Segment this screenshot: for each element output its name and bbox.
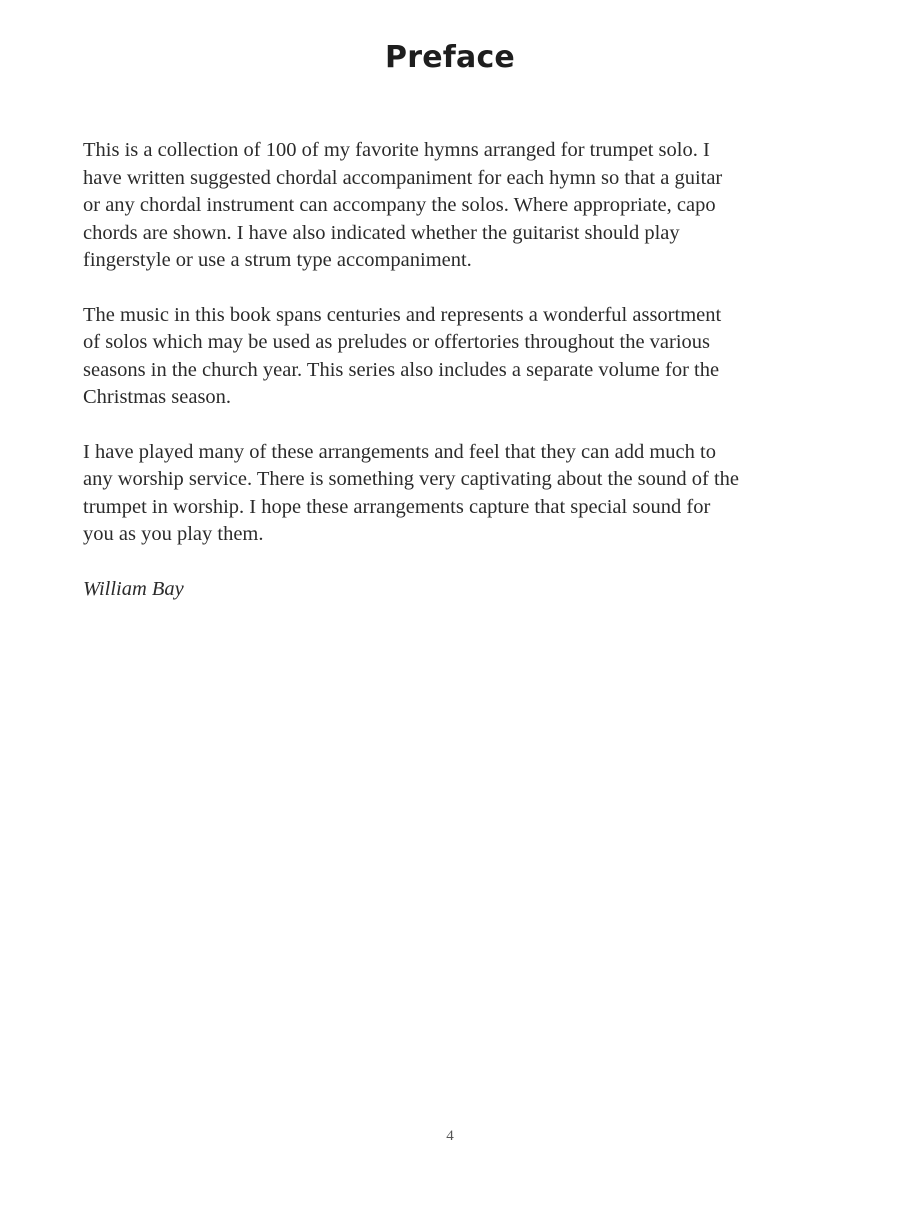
text-line: Christmas season. [83,386,232,408]
page-number: 4 [446,1128,454,1144]
text-line: seasons in the church year. This series also includes a separate volume for the [83,358,720,381]
text-line: or any chordal instrument can accompany the solos. Where appropriate, capo [83,194,716,216]
text-line: chords are shown. I have also indicated whether the guitarist should play [83,221,680,244]
text-line: of solos which may be used as preludes or offertories throughout the various [83,331,711,353]
text-line: you as you play them. [83,523,264,545]
text-line: have written suggested chordal accompaniment for each hymn so that a guitar [83,166,723,189]
text-line: trumpet in worship. I hope these arrangements capture that special sound for [83,495,711,518]
page-title: Preface [385,40,515,75]
text-line: any worship service. There is something very captivating about the sound of the [83,468,740,490]
author-signature: William Bay [83,577,184,600]
text-line: The music in this book spans centuries and represents a wonderful assortment [83,303,722,326]
text-line: I have played many of these arrangements and feel that they can add much to [83,440,716,463]
paragraph-1 [83,137,823,275]
paragraph-3 [83,439,823,549]
preface-body [83,137,823,603]
paragraph-2 [83,302,823,412]
text-line: fingerstyle or use a strum type accompaniment. [83,249,472,271]
text-line: This is a collection of 100 of my favorite hymns arranged for trumpet solo. I [83,139,710,161]
